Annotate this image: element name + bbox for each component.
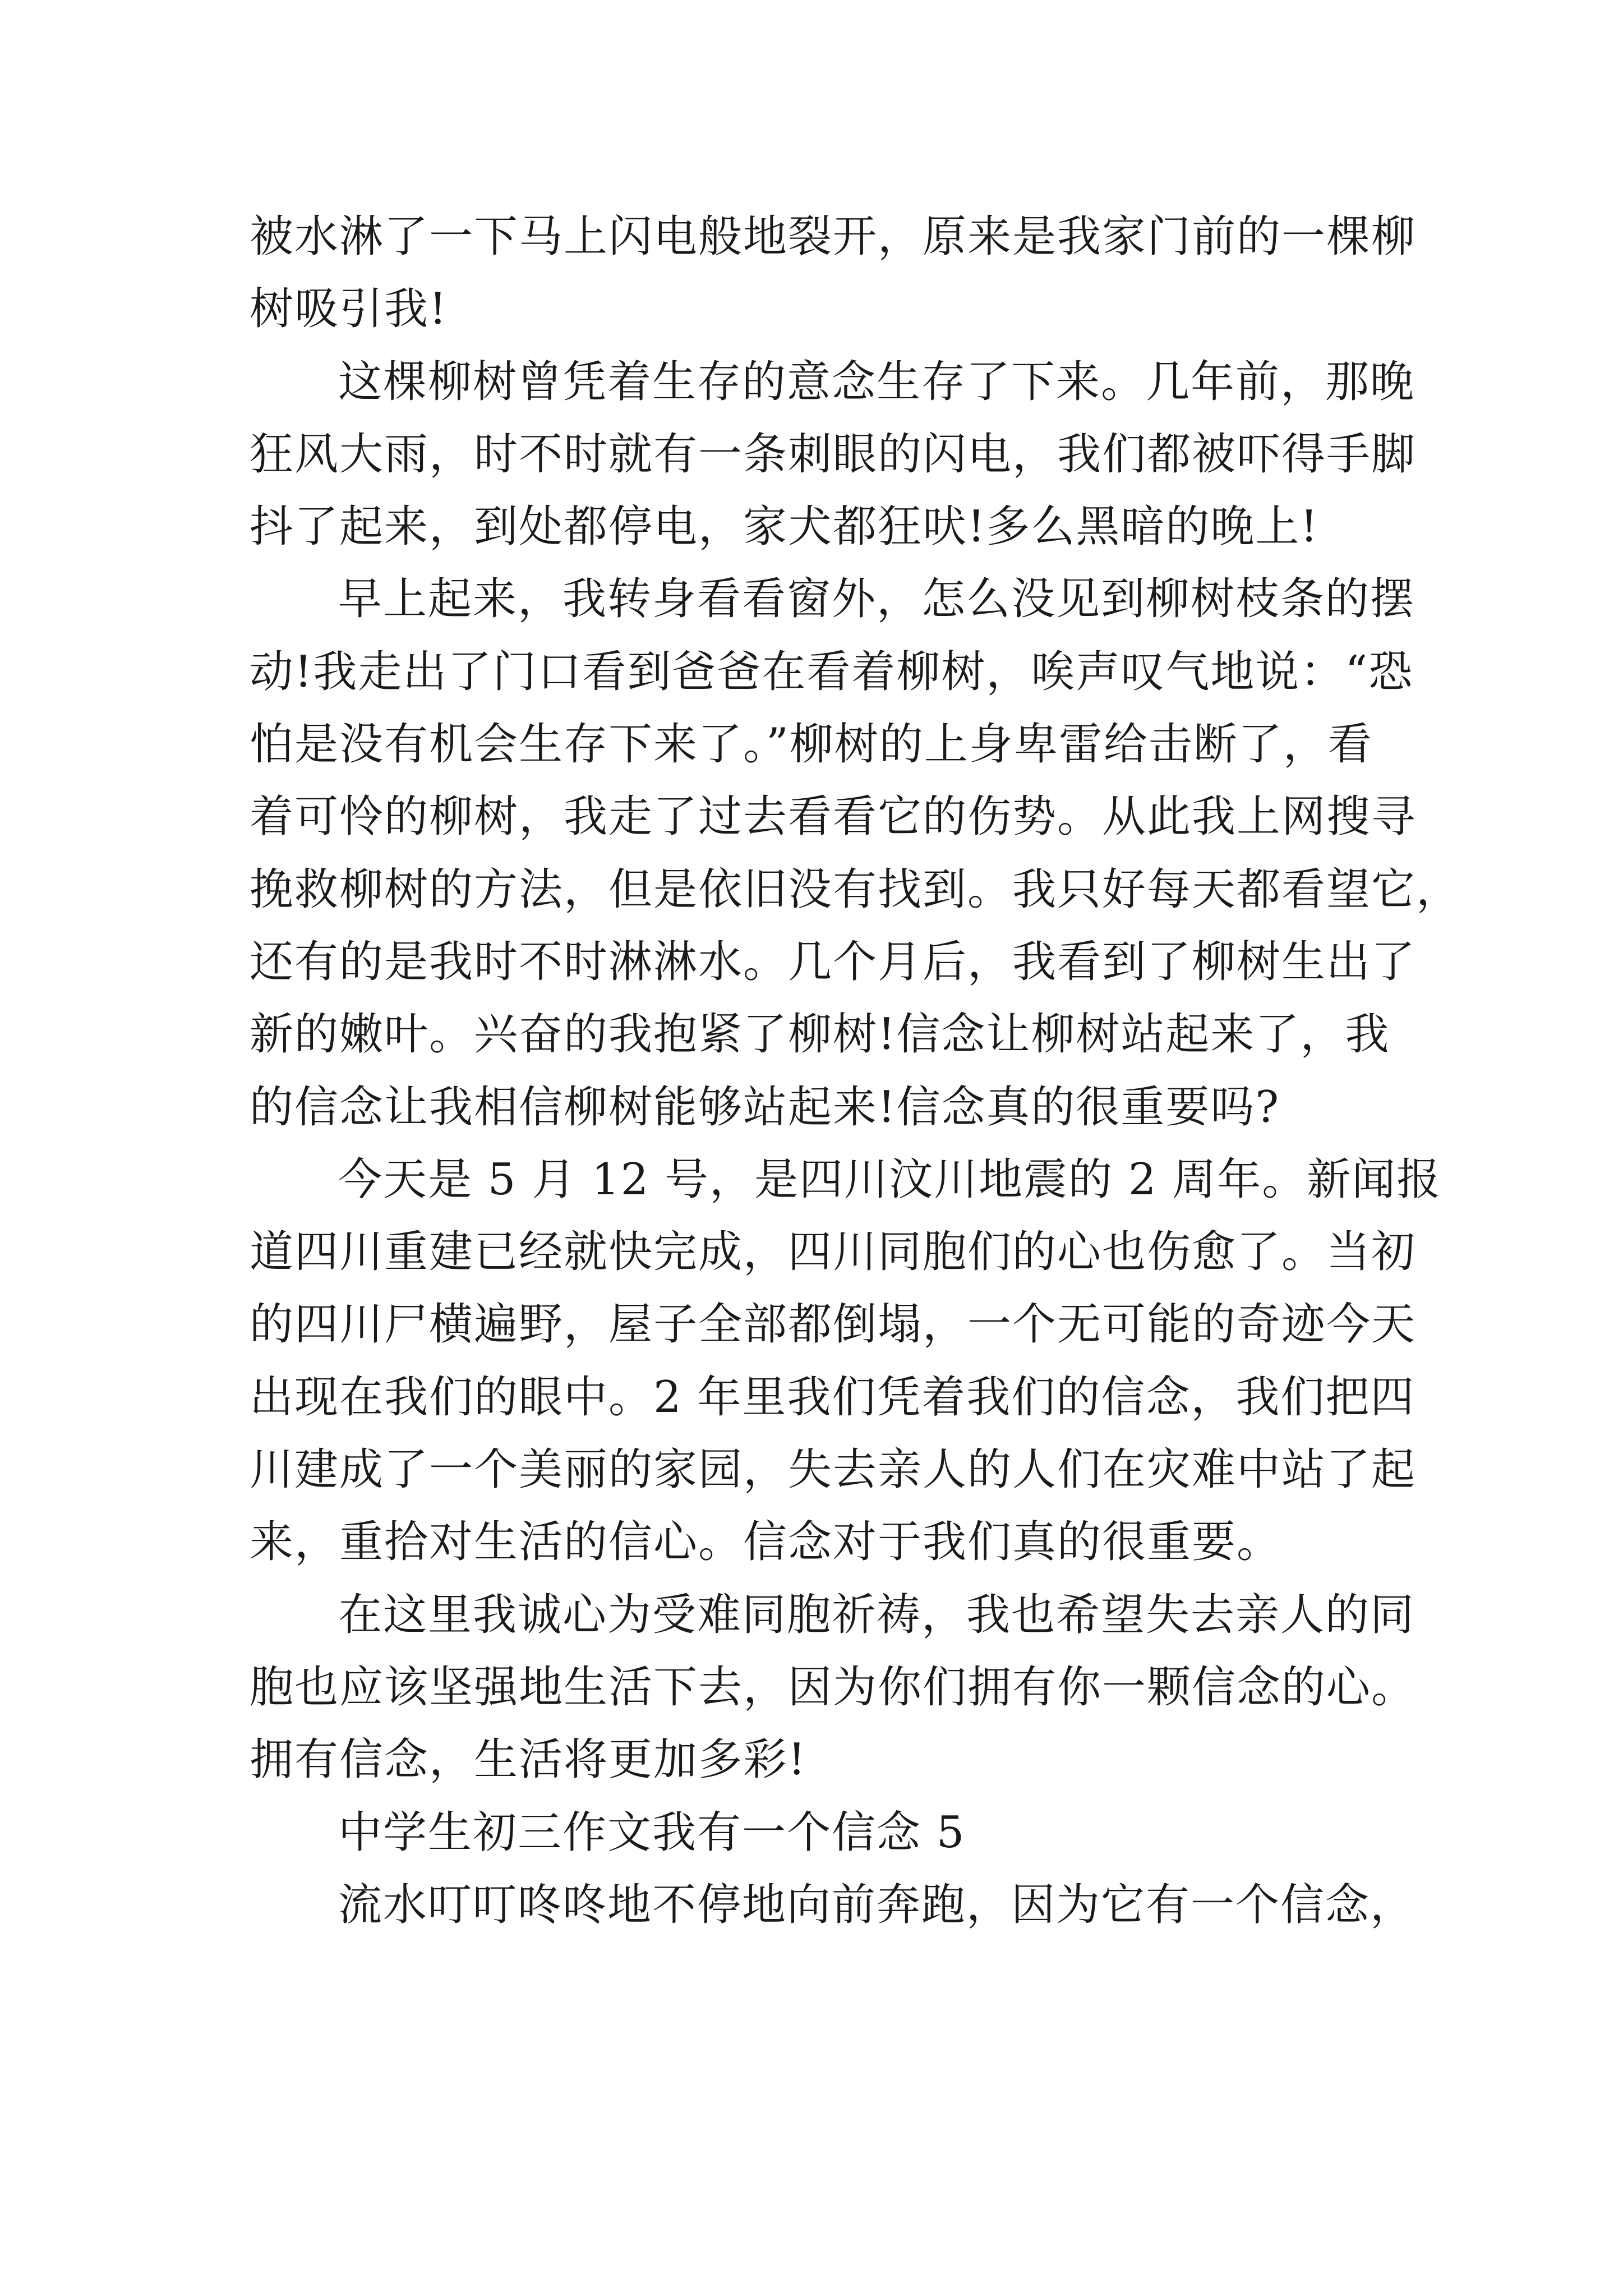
- text-line: 狂风大雨，时不时就有一条刺眼的闪电，我们都被吓得手脚: [250, 429, 1417, 480]
- text-line: 川建成了一个美丽的家园，失去亲人的人们在灾难中站了起: [250, 1444, 1417, 1496]
- text-line: 新的嫩叶。兴奋的我抱紧了柳树!信念让柳树站起来了，我: [250, 1009, 1390, 1060]
- section-heading: 中学生初三作文我有一个信念 5: [338, 1807, 966, 1858]
- text-line: 动!我走出了门口看到爸爸在看着柳树，唉声叹气地说：“恐: [250, 646, 1414, 697]
- text-line: 胞也应该坚强地生活下去，因为你们拥有你一颗信念的心。: [250, 1662, 1417, 1713]
- text-line: 树吸引我!: [250, 284, 448, 335]
- text-line: 的信念让我相信柳树能够站起来!信念真的很重要吗?: [250, 1082, 1280, 1133]
- text-line: 这棵柳树曾凭着生存的意念生存了下来。几年前，那晚: [338, 356, 1415, 407]
- text-line: 着可怜的柳树，我走了过去看看它的伤势。从此我上网搜寻: [250, 792, 1417, 843]
- text-line: 道四川重建已经就快完成，四川同胞们的心也伤愈了。当初: [250, 1227, 1417, 1278]
- text-line: 出现在我们的眼中。2 年里我们凭着我们的信念，我们把四: [250, 1372, 1415, 1423]
- text-line: 在这里我诚心为受难同胞祈祷，我也希望失去亲人的同: [338, 1589, 1415, 1640]
- text-line: 挽救柳树的方法，但是依旧没有找到。我只好每天都看望它，: [250, 864, 1461, 915]
- text-line: 拥有信念，生活将更加多彩!: [250, 1734, 807, 1786]
- text-line: 抖了起来，到处都停电，家犬都狂吠!多么黑暗的晚上!: [250, 501, 1319, 553]
- text-line: 来，重拾对生活的信心。信念对于我们真的很重要。: [250, 1517, 1282, 1568]
- text-line: 怕是没有机会生存下来了。”柳树的上身卑雷给击断了，看: [250, 719, 1373, 770]
- text-line: 早上起来，我转身看看窗外，怎么没见到柳树枝条的摆: [338, 574, 1415, 625]
- text-line: 今天是 5 月 12 号，是四川汶川地震的 2 周年。新闻报: [338, 1154, 1442, 1205]
- text-line: 被水淋了一下马上闪电般地裂开，原来是我家门前的一棵柳: [250, 211, 1417, 262]
- text-line: 流水叮叮咚咚地不停地向前奔跑，因为它有一个信念，: [338, 1879, 1415, 1930]
- document-body: [250, 201, 1461, 1941]
- text-line: 的四川尸横遍野，屋子全部都倒塌，一个无可能的奇迹今天: [250, 1299, 1417, 1350]
- text-line: 还有的是我时不时淋淋水。几个月后，我看到了柳树生出了: [250, 936, 1417, 987]
